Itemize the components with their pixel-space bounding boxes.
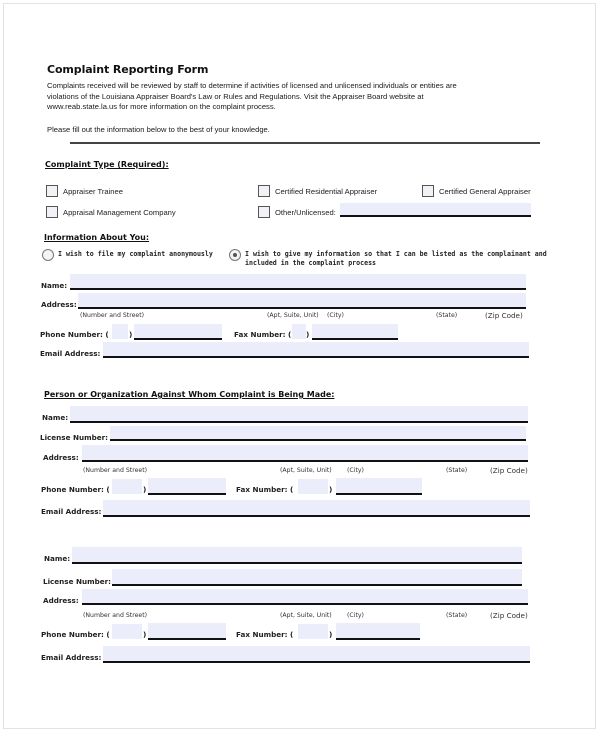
- checkbox-appraiser-trainee[interactable]: [46, 185, 123, 197]
- hint-zip: (Zip Code): [490, 611, 528, 620]
- checkbox-box[interactable]: [46, 206, 58, 218]
- radio-anonymous-label: I wish to file my complaint anonymously: [58, 250, 213, 258]
- respondent1-fax-input[interactable]: [336, 478, 422, 495]
- hint-state: (State): [446, 612, 468, 619]
- name-label: Name:: [41, 281, 68, 290]
- radio-identified-label: I wish to give my information so that I can be listed as the complainant and included in the complaint process: [245, 250, 547, 267]
- hint-state: (State): [446, 467, 468, 474]
- phone-label: Phone Number: (: [41, 485, 110, 494]
- intro-paragraph: Complaints received will be reviewed by staff to determine if activities of licensed and unlicensed individuals or entities are violations of the Louisiana Appraiser Board's Law or Rules and Regulations. Visit the Appraiser Board website at www.reab.state.la.us for more information on the complaint process.: [47, 81, 457, 112]
- email-label: Email Address:: [41, 653, 102, 662]
- hint-apt: (Apt, Suite, Unit): [280, 467, 332, 474]
- respondent2-name-input[interactable]: [72, 547, 522, 564]
- respondent1-phone-input[interactable]: [148, 478, 226, 495]
- hint-street: (Number and Street): [80, 312, 145, 319]
- your-phone-area-input[interactable]: [112, 324, 128, 339]
- license-label: License Number:: [43, 577, 112, 586]
- your-phone-input[interactable]: [134, 324, 222, 340]
- hint-city: (City): [327, 312, 344, 319]
- hint-city: (City): [347, 467, 364, 474]
- paren-close: ): [329, 485, 333, 494]
- checkbox-label: Appraisal Management Company: [63, 207, 176, 217]
- checkbox-label: Appraiser Trainee: [63, 186, 123, 196]
- license-label: License Number:: [40, 433, 109, 442]
- other-unlicensed-input[interactable]: [340, 203, 531, 217]
- email-label: Email Address:: [40, 349, 101, 358]
- checkbox-other-unlicensed[interactable]: [258, 206, 336, 218]
- phone-label: Phone Number: (: [40, 330, 109, 339]
- radio-selected-dot: [233, 253, 237, 257]
- checkbox-box[interactable]: [46, 185, 58, 197]
- email-label: Email Address:: [41, 507, 102, 516]
- respondent2-license-input[interactable]: [112, 569, 522, 586]
- checkbox-amc[interactable]: [46, 206, 176, 218]
- checkbox-label: Certified Residential Appraiser: [275, 186, 378, 196]
- hint-street: (Number and Street): [83, 467, 148, 474]
- paren-close: ): [329, 630, 333, 639]
- radio-anonymous[interactable]: [42, 249, 54, 261]
- hint-zip: (Zip Code): [485, 311, 523, 320]
- hint-street: (Number and Street): [83, 612, 148, 619]
- radio-identified[interactable]: [229, 249, 241, 261]
- checkbox-label: Other/Unlicensed:: [275, 207, 336, 217]
- checkbox-label: Certified General Appraiser: [439, 186, 531, 196]
- phone-label: Phone Number: (: [41, 630, 110, 639]
- respondent1-license-input[interactable]: [110, 426, 526, 441]
- form-title: Complaint Reporting Form: [47, 63, 209, 76]
- respondent1-fax-area-input[interactable]: [298, 479, 328, 494]
- respondent2-email-input[interactable]: [103, 646, 530, 663]
- your-fax-area-input[interactable]: [292, 324, 306, 339]
- respondent2-address-input[interactable]: [82, 589, 528, 605]
- your-address-input[interactable]: [78, 293, 526, 309]
- name-label: Name:: [44, 554, 71, 563]
- instruction-text: Please fill out the information below to the best of your knowledge.: [47, 125, 270, 134]
- your-fax-input[interactable]: [312, 324, 398, 340]
- respondent2-phone-input[interactable]: [148, 623, 226, 640]
- checkbox-certified-residential[interactable]: [258, 185, 377, 197]
- paren-close: ): [306, 330, 310, 339]
- respondent1-email-input[interactable]: [103, 500, 530, 517]
- complaint-type-heading: Complaint Type (Required):: [45, 160, 169, 169]
- paren-close: ): [129, 330, 133, 339]
- respondent1-address-input[interactable]: [82, 445, 528, 462]
- checkbox-box[interactable]: [258, 185, 270, 197]
- your-email-input[interactable]: [103, 342, 529, 358]
- paren-close: ): [143, 485, 147, 494]
- your-name-input[interactable]: [70, 274, 526, 290]
- paren-close: ): [143, 630, 147, 639]
- against-heading: Person or Organization Against Whom Complaint is Being Made:: [44, 390, 335, 399]
- hint-city: (City): [347, 612, 364, 619]
- about-you-heading: Information About You:: [44, 233, 150, 242]
- hint-apt: (Apt, Suite, Unit): [267, 312, 319, 319]
- checkbox-certified-general[interactable]: [422, 185, 531, 197]
- fax-label: Fax Number: (: [234, 330, 292, 339]
- address-label: Address:: [43, 596, 79, 605]
- checkbox-box[interactable]: [258, 206, 270, 218]
- name-label: Name:: [42, 413, 69, 422]
- respondent1-phone-area-input[interactable]: [112, 479, 142, 494]
- address-label: Address:: [41, 300, 77, 309]
- checkbox-box[interactable]: [422, 185, 434, 197]
- respondent2-fax-input[interactable]: [336, 623, 420, 640]
- hint-zip: (Zip Code): [490, 466, 528, 475]
- respondent2-fax-area-input[interactable]: [298, 624, 328, 639]
- address-label: Address:: [43, 453, 79, 462]
- hint-apt: (Apt, Suite, Unit): [280, 612, 332, 619]
- fax-label: Fax Number: (: [236, 485, 294, 494]
- respondent1-name-input[interactable]: [70, 406, 528, 423]
- respondent2-phone-area-input[interactable]: [112, 624, 142, 639]
- fax-label: Fax Number: (: [236, 630, 294, 639]
- hint-state: (State): [436, 312, 458, 319]
- header-divider: [70, 142, 540, 144]
